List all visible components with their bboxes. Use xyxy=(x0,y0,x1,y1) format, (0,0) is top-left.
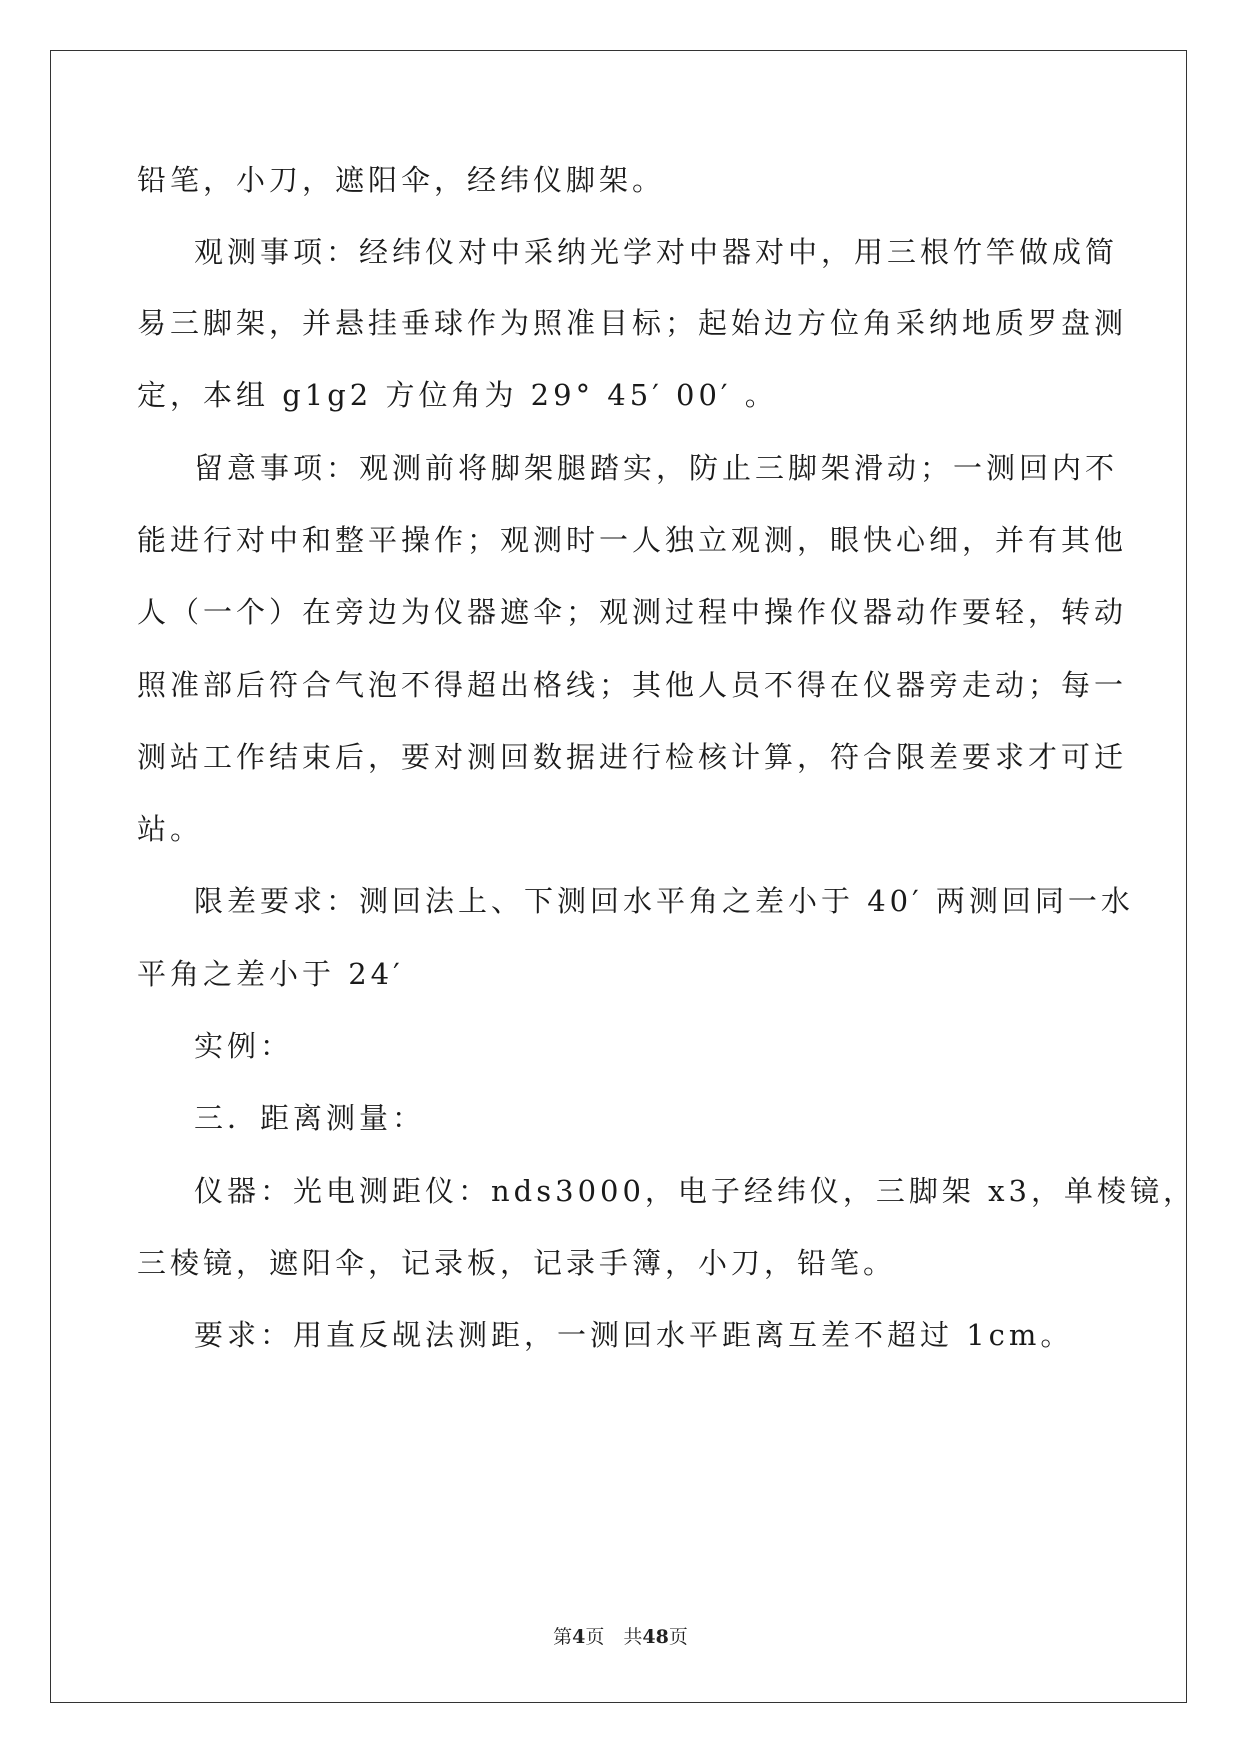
text-line-4: 定，本组 g1g2 方位角为 29° 45′ 00′ 。 xyxy=(137,378,778,412)
text-line-3: 易三脚架，并悬挂垂球作为照准目标；起始边方位角采纳地质罗盘测 xyxy=(137,306,1128,340)
page-border xyxy=(50,50,1187,1703)
section-heading-distance: 三．距离测量： xyxy=(194,1101,426,1135)
paragraph-instruments-start: 仪器：光电测距仪：nds3000，电子经纬仪，三脚架 x3，单棱镜， xyxy=(194,1174,1196,1208)
text-line-10: 站。 xyxy=(137,812,204,846)
text-line-12: 平角之差小于 24′ xyxy=(137,957,404,991)
paragraph-requirements: 要求：用直反觇法测距，一测回水平距离互差不超过 1cm。 xyxy=(194,1318,1074,1352)
paragraph-tolerance-start: 限差要求：测回法上、下测回水平角之差小于 40′ 两测回同一水 xyxy=(194,884,1134,918)
text-line-9: 测站工作结束后，要对测回数据进行检核计算，符合限差要求才可迁 xyxy=(137,740,1128,774)
paragraph-example: 实例： xyxy=(194,1029,294,1063)
text-line-6: 能进行对中和整平操作；观测时一人独立观测，眼快心细，并有其他 xyxy=(137,523,1128,557)
text-line-8: 照准部后符合气泡不得超出格线；其他人员不得在仪器旁走动；每一 xyxy=(137,668,1128,702)
total-pages-number: 48 xyxy=(642,1626,669,1648)
paragraph-notes-start: 留意事项：观测前将脚架腿踏实，防止三脚架滑动；一测回内不 xyxy=(194,451,1119,485)
page-footer xyxy=(0,1622,1241,1649)
paragraph-observation-start: 观测事项：经纬仪对中采纳光学对中器对中，用三根竹竿做成简 xyxy=(194,235,1119,269)
text-line-1: 铅笔，小刀，遮阳伞，经纬仪脚架。 xyxy=(137,163,666,197)
footer-prefix: 第 xyxy=(553,1626,573,1648)
current-page-number: 4 xyxy=(572,1626,586,1648)
text-line-7: 人（一个）在旁边为仪器遮伞；观测过程中操作仪器动作要轻，转动 xyxy=(137,595,1128,629)
footer-suffix: 页 xyxy=(668,1626,688,1648)
footer-mid: 页 共 xyxy=(585,1626,643,1648)
text-line-16: 三棱镜，遮阳伞，记录板，记录手簿，小刀，铅笔。 xyxy=(137,1246,897,1280)
